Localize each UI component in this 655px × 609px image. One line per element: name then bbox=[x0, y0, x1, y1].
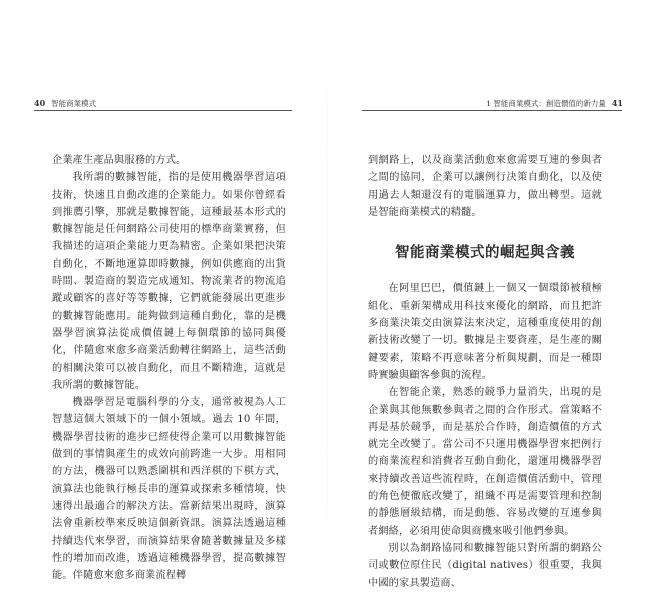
paragraph: 在阿里巴巴，價值鏈上一個又一個環節被積極組化、重新架構成用科技來優化的網路，而且把許多商業決策交由演算法來決定，這種重度使用的創新技術改變了一切。數據是主要資產，是生產的關鍵要素，策略不再意味著分析與規劃，而是一種即時實驗與顧客參與的流程。 bbox=[368, 283, 602, 381]
left-page-number: 40 bbox=[34, 98, 46, 108]
right-running-title: 1 智能商業模式：創造價值的新力量 bbox=[486, 99, 606, 108]
left-page bbox=[0, 0, 327, 609]
left-running-title: 智能商業模式 bbox=[51, 99, 97, 108]
paragraph: 到網路上，以及商業活動愈來愈需要互連的參與者之間的協同，企業可以讓例行決策自動化，以及使用過去人類還沒有的電腦運算力，做出轉型。這就是智能商業模式的精髓。 bbox=[368, 155, 602, 218]
right-body-text bbox=[368, 152, 602, 592]
left-header-rule bbox=[34, 110, 292, 111]
left-running-head bbox=[34, 98, 96, 109]
left-body-text bbox=[52, 152, 286, 584]
right-page-number: 41 bbox=[611, 98, 623, 108]
section-heading: 智能商業模式的崛起與含義 bbox=[395, 245, 575, 262]
paragraph: 企業產生產品與服務的方式。 bbox=[52, 155, 187, 166]
paragraph: 在智能企業，熟悉的競爭力量消失，出現的是企業與其他無數參與者之間的合作形式。當策略不再是基於競爭，而是基於合作時，創造價值的方式就完全改變了。當公司不只運用機器學習來把例行的商業流程和消費者互動自動化，還運用機器學習來持續改善這些流程時，在創造價值活動中，管理的角色便徹底改變了，組織不再是需要管理和控制的靜態層級結構，而是動態、容易改變的互連參與者網絡，必須用使命與商機來吸引他們參與。 bbox=[368, 387, 602, 537]
right-header-rule bbox=[362, 110, 622, 111]
right-page bbox=[328, 0, 655, 609]
paragraph: 機器學習是電腦科學的分支，通常被視為人工智慧這個大領域下的一個小領域。過去 10 年間，機器學習技術的進步已經使得企業可以用數據智能做到的事情與產生的成效向前跨進一大步。用相同的方法，機器可以熟悉圍棋和西洋棋的下棋方式，演算法也能執行極長串的運算或探索多種情境，快速得出最適合的解決方法。當新結果出現時，演算法會重新校準來反映這個新資訊。演算法透過這種持續迭代來學習，而演算結果會隨著數據量及多樣性的增加而改進，透過這種機器學習，提高數據智能。伴隨愈來愈多商業流程轉 bbox=[52, 397, 286, 582]
right-running-head bbox=[486, 98, 623, 109]
paragraph: 我所謂的數據智能，指的是使用機器學習這項技術，快速且自動改進的企業能力。如果你曾經看到推薦引擎，那就是數據智能，這種最基本形式的數據智能是任何網路公司使用的標準商業實務，但我描述的這項企業能力更為精密。企業如果把決策自動化，不斷地運算即時數據，例如供應商的出貨時間、製造商的製造完成通知、物流業者的物流追蹤或顧客的喜好等等數據，它們就能發展出更進步的數據智能應用。能夠做到這種自動化，靠的是機器學習演算法從成價值鏈上每個環節的協同與優化，伴隨愈來愈多商業活動轉往網路上，這些活動的相關決策可以被自動化，而且不斷精進，這就是我所謂的數據智能。 bbox=[52, 172, 286, 391]
paragraph: 別以為網路協同和數據智能只對所謂的網路公司或數位原住民（digital natives）很重要，我與中國的家具製造商、 bbox=[368, 542, 602, 589]
